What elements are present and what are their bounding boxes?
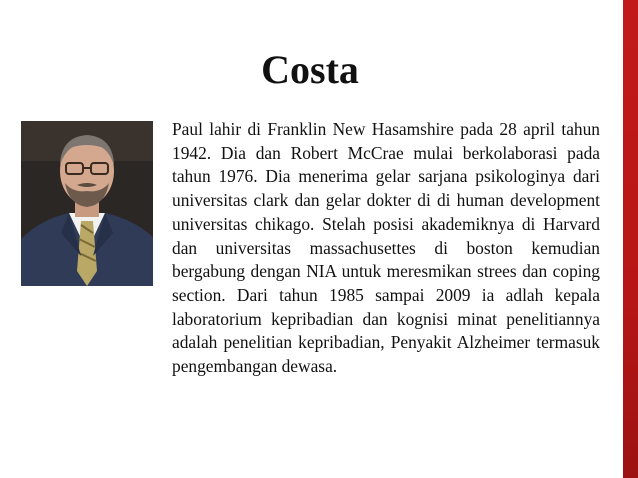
accent-bar	[623, 0, 638, 478]
slide-title: Costa	[261, 47, 359, 92]
portrait-illustration	[21, 121, 153, 286]
bio-paragraph: Paul lahir di Franklin New Hasamshire pada 28 april tahun 1942. Dia dan Robert McCrae mulai berkolaborasi pada tahun 1976. Dia menerima gelar sarjana psikologinya dari universitas clark dan gelar dokter di di human development universitas chikago. Stelah posisi akademiknya di Harvard dan universitas massachusettes di boston kemudian bergabung dengan NIA untuk meresmikan strees dan coping section. Dari tahun 1985 sampai 2009 ia adlah kepala laboratorium kepribadian dan kognisi minat penelitiannya adalah penelitian kepribadian, Penyakit Alzheimer termasuk pengembangan dewasa.	[172, 119, 600, 377]
portrait-photo	[21, 121, 153, 286]
